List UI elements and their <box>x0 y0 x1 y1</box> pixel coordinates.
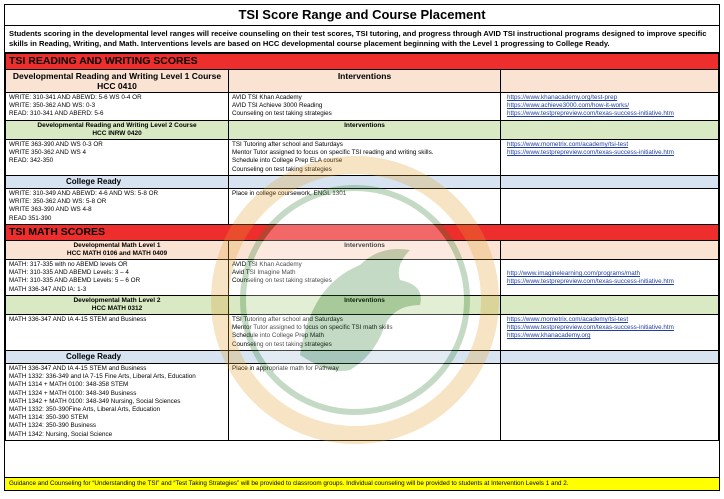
link-khanacademy[interactable]: https://www.khanacademy.org <box>507 332 591 340</box>
math-level1-interventions-heading: Interventions <box>229 241 501 260</box>
reading-level2-scores: WRITE 363-390 AND WS 0-3 OR WRITE 350-362 AND WS 4 READ: 342-350 <box>6 140 229 176</box>
math-level2-row <box>6 315 719 351</box>
link-testprepreview[interactable]: https://www.testprepreview.com/texas-success-initiative.htm <box>507 278 674 286</box>
math-level1-header-row <box>6 241 719 260</box>
reading-level2-header-row <box>6 121 719 140</box>
reading-level2-interventions-heading: Interventions <box>229 121 501 140</box>
reading-level1-interventions: AVID TSI Khan Academy AVID TSI Achieve 3000 Reading Counseling on test taking strategies <box>229 93 501 121</box>
math-college-ready-heading: College Ready <box>6 351 229 364</box>
math-ready-header-row <box>6 351 719 364</box>
math-level2-scores: MATH 336-347 AND IA 4-15 STEM and Business <box>6 315 229 351</box>
reading-college-ready-heading: College Ready <box>6 176 229 189</box>
math-level2-interventions: TSI Tutoring after school and Saturdays Mentor Tutor assigned to focus on specific TSI math skills Schedule into College Prep Math Counseling on test taking strategies <box>229 315 501 351</box>
page-title: TSI Score Range and Course Placement <box>5 5 719 26</box>
math-section-header <box>6 225 719 241</box>
reading-level2-heading: Developmental Reading and Writing Level 2 Course HCC INRW 0420 <box>6 121 229 140</box>
reading-level1-row <box>6 93 719 121</box>
math-ready-scores: MATH 336-347 AND IA 4-15 STEM and Business MATH 1332: 336-349 and IA 7-15 Fine Arts, Liberal Arts, Education MATH 1314 + MATH 0100: 348-358 STEM MATH 1324 + MATH 0100: 348-349 Business MATH 1342 + MATH 0100: 348-349 Nursing, Social Sciences MATH 1332: 350-390Fine Arts, Liberal Arts, Education MATH 1314: 350-390 STEM MATH 1324: 350-390 Business MATH 1342: Nursing, Social Science <box>6 364 229 441</box>
placement-table <box>5 53 719 441</box>
math-level1-heading: Developmental Math Level 1 HCC MATH 0106 and MATH 0409 <box>6 241 229 260</box>
math-ready-row <box>6 364 719 441</box>
math-level2-links <box>501 315 719 351</box>
math-level1-links <box>501 260 719 296</box>
link-khanacademy-test-prep[interactable]: https://www.khanacademy.org/test-prep <box>507 94 618 101</box>
reading-level1-interventions-heading: Interventions <box>229 70 501 93</box>
intro-paragraph: Students scoring in the developmental level ranges will receive counseling on their test scores, TSI tutoring, and progress through AVID TSI instructional programs designed to improve specific skills in Reading, Writing, and Math. Interventions levels are based on HCC developmental course placement beginning with the Level 1 progressing to College Ready. <box>5 26 719 53</box>
math-level1-row <box>6 260 719 296</box>
math-level1-scores: MATH: 317-335 with no ABEMD levels OR MATH: 310-335 AND ABEMD Levels: 3 – 4 MATH: 310-335 AND ABEMD Levels: 5 – 6 OR MATH 336-347 AND IA: 1-3 <box>6 260 229 296</box>
link-mometrix-tsi-test[interactable]: https://www.mometrix.com/academy/tsi-test <box>507 141 629 148</box>
math-level1-interventions: AVID TSI Khan Academy Avid TSI Imagine Math Counseling on test taking strategies <box>229 260 501 296</box>
reading-level2-interventions: TSI Tutoring after school and Saturdays Mentor Tutor assigned to focus on specific TSI reading and writing skills. Schedule into College Prep ELA course Counseling on test taking strategies <box>229 140 501 176</box>
math-level2-heading: Developmental Math Level 2 HCC MATH 0312 <box>6 296 229 315</box>
reading-section-header <box>6 54 719 70</box>
link-testprepreview[interactable]: https://www.testprepreview.com/texas-success-initiative.htm <box>507 324 674 332</box>
footer-note: Guidance and Counseling for “Understanding the TSI” and “Test Taking Strategies” will be provided to classroom groups. Individual counseling will be provided to students at Intervention Levels 1 and 2. <box>5 477 719 490</box>
reading-ready-interventions: Place in college coursework, ENGL 1301 <box>229 189 501 225</box>
link-achieve3000[interactable]: https://www.achieve3000.com/how-it-works/ <box>507 102 630 110</box>
reading-level1-header-row <box>6 70 719 93</box>
reading-level1-links <box>501 93 719 121</box>
math-level2-header-row <box>6 296 719 315</box>
reading-ready-scores: WRITE: 310-349 AND ABEWD: 4-6 AND WS: 5-8 OR WRITE: 350-362 AND WS: 5-8 OR WRITE 363-390 AND WS 4-8 READ 351-390 <box>6 189 229 225</box>
math-ready-interventions: Place in appropriate math for Pathway <box>229 364 501 441</box>
link-mometrix-tsi-test[interactable]: https://www.mometrix.com/academy/tsi-test <box>507 316 629 323</box>
reading-level1-heading: Developmental Reading and Writing Level 1 Course HCC 0410 <box>6 70 229 93</box>
math-level2-interventions-heading: Interventions <box>229 296 501 315</box>
reading-ready-row <box>6 189 719 225</box>
reading-level2-row <box>6 140 719 176</box>
link-testprepreview[interactable]: https://www.testprepreview.com/texas-success-initiative.htm <box>507 149 674 157</box>
reading-level1-scores: WRITE: 310-341 AND ABEWD: 5-6 WS 0-4 OR WRITE: 350-362 AND WS: 0-3 READ: 310-341 AND ABERD: 5-6 <box>6 93 229 121</box>
placement-document <box>4 4 720 491</box>
reading-ready-header-row <box>6 176 719 189</box>
reading-level2-links <box>501 140 719 176</box>
math-section-title: TSI MATH SCORES <box>6 225 719 241</box>
link-testprepreview[interactable]: https://www.testprepreview.com/texas-success-initiative.htm <box>507 110 674 118</box>
reading-section-title: TSI READING AND WRITING SCORES <box>6 54 719 70</box>
link-imaginelearning-math[interactable]: http://www.imaginelearning.com/programs/math <box>507 270 640 277</box>
